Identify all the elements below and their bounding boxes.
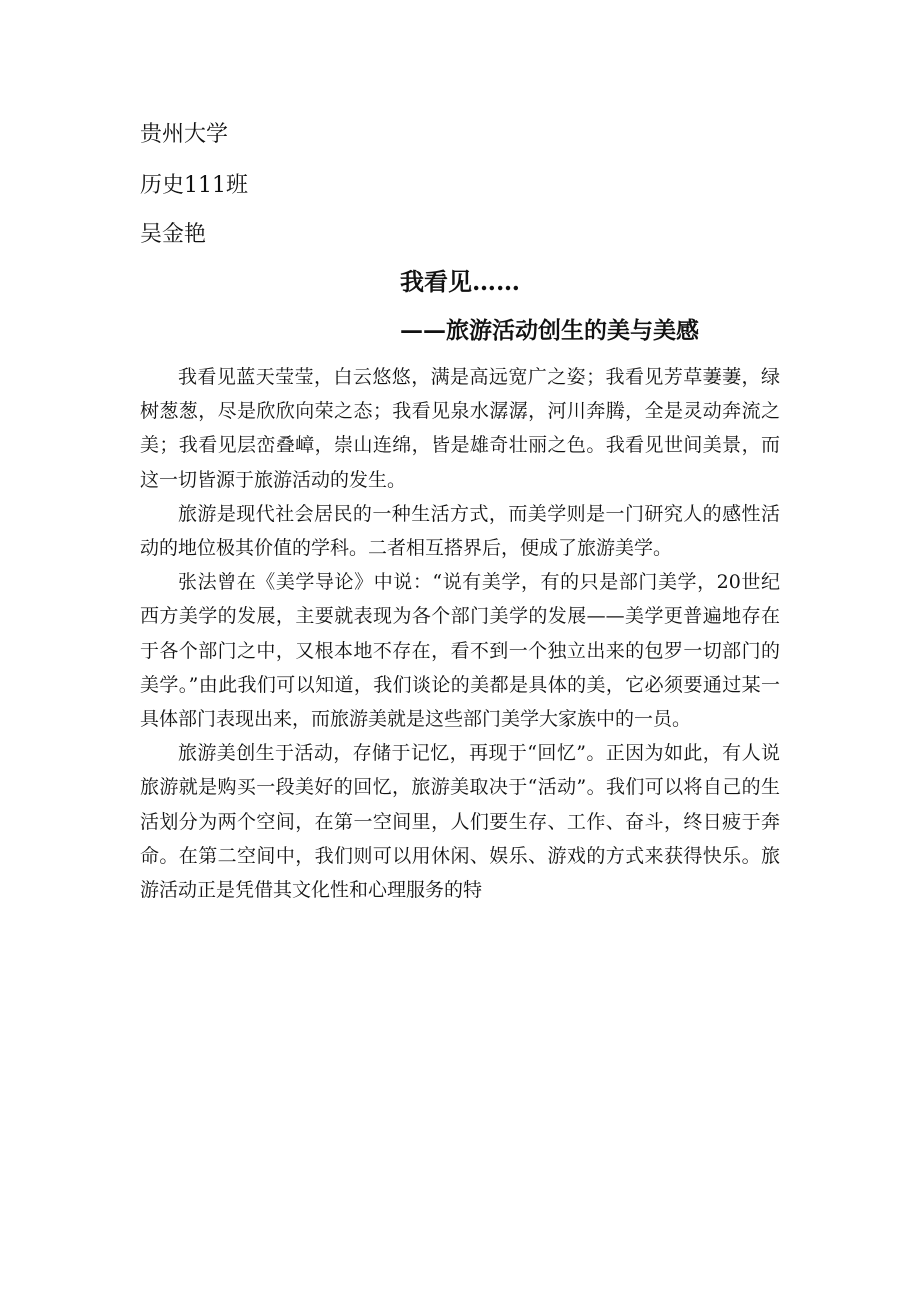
essay-body bbox=[140, 360, 780, 907]
school-name: 贵州大学 bbox=[140, 122, 229, 147]
paragraph-4: 旅游美创生于活动，存储于记忆，再现于“回忆”。正因为如此，有人说旅游就是购买一段美好的回忆，旅游美取决于“活动”。我们可以将自己的生活划分为两个空间，在第一空间里，人们要生存、工作、奋斗，终日疲于奔命。在第二空间中，我们则可以用休闲、娱乐、游戏的方式来获得快乐。旅游活动正是凭借其文化性和心理服务的特 bbox=[140, 742, 780, 902]
paragraph-1: 我看见蓝天莹莹，白云悠悠，满是高远宽广之姿；我看见芳草萋萋，绿树葱葱，尽是欣欣向荣之态；我看见泉水潺潺，河川奔腾，全是灵动奔流之美；我看见层峦叠嶂，崇山连绵，皆是雄奇壮丽之色。我看见世间美景，而这一切皆源于旅游活动的发生。 bbox=[140, 366, 780, 491]
paragraph-2: 旅游是现代社会居民的一种生活方式，而美学则是一门研究人的感性活动的地位极其价值的学科。二者相互搭界后，便成了旅游美学。 bbox=[140, 502, 780, 560]
author-name: 吴金艳 bbox=[140, 222, 207, 247]
class-name: 历史111班 bbox=[140, 173, 248, 198]
essay-title: 我看见…… bbox=[400, 267, 520, 296]
essay-subtitle: ——旅游活动创生的美与美感 bbox=[400, 317, 699, 344]
paragraph-3: 张法曾在《美学导论》中说：“说有美学，有的只是部门美学，20世纪西方美学的发展，主要就表现为各个部门美学的发展——美学更普遍地存在于各个部门之中，又根本地不存在，看不到一个独立出来的包罗一切部门的美学。”由此我们可以知道，我们谈论的美都是具体的美，它必须要通过某一具体部门表现出来，而旅游美就是这些部门美学大家族中的一员。 bbox=[140, 571, 780, 731]
